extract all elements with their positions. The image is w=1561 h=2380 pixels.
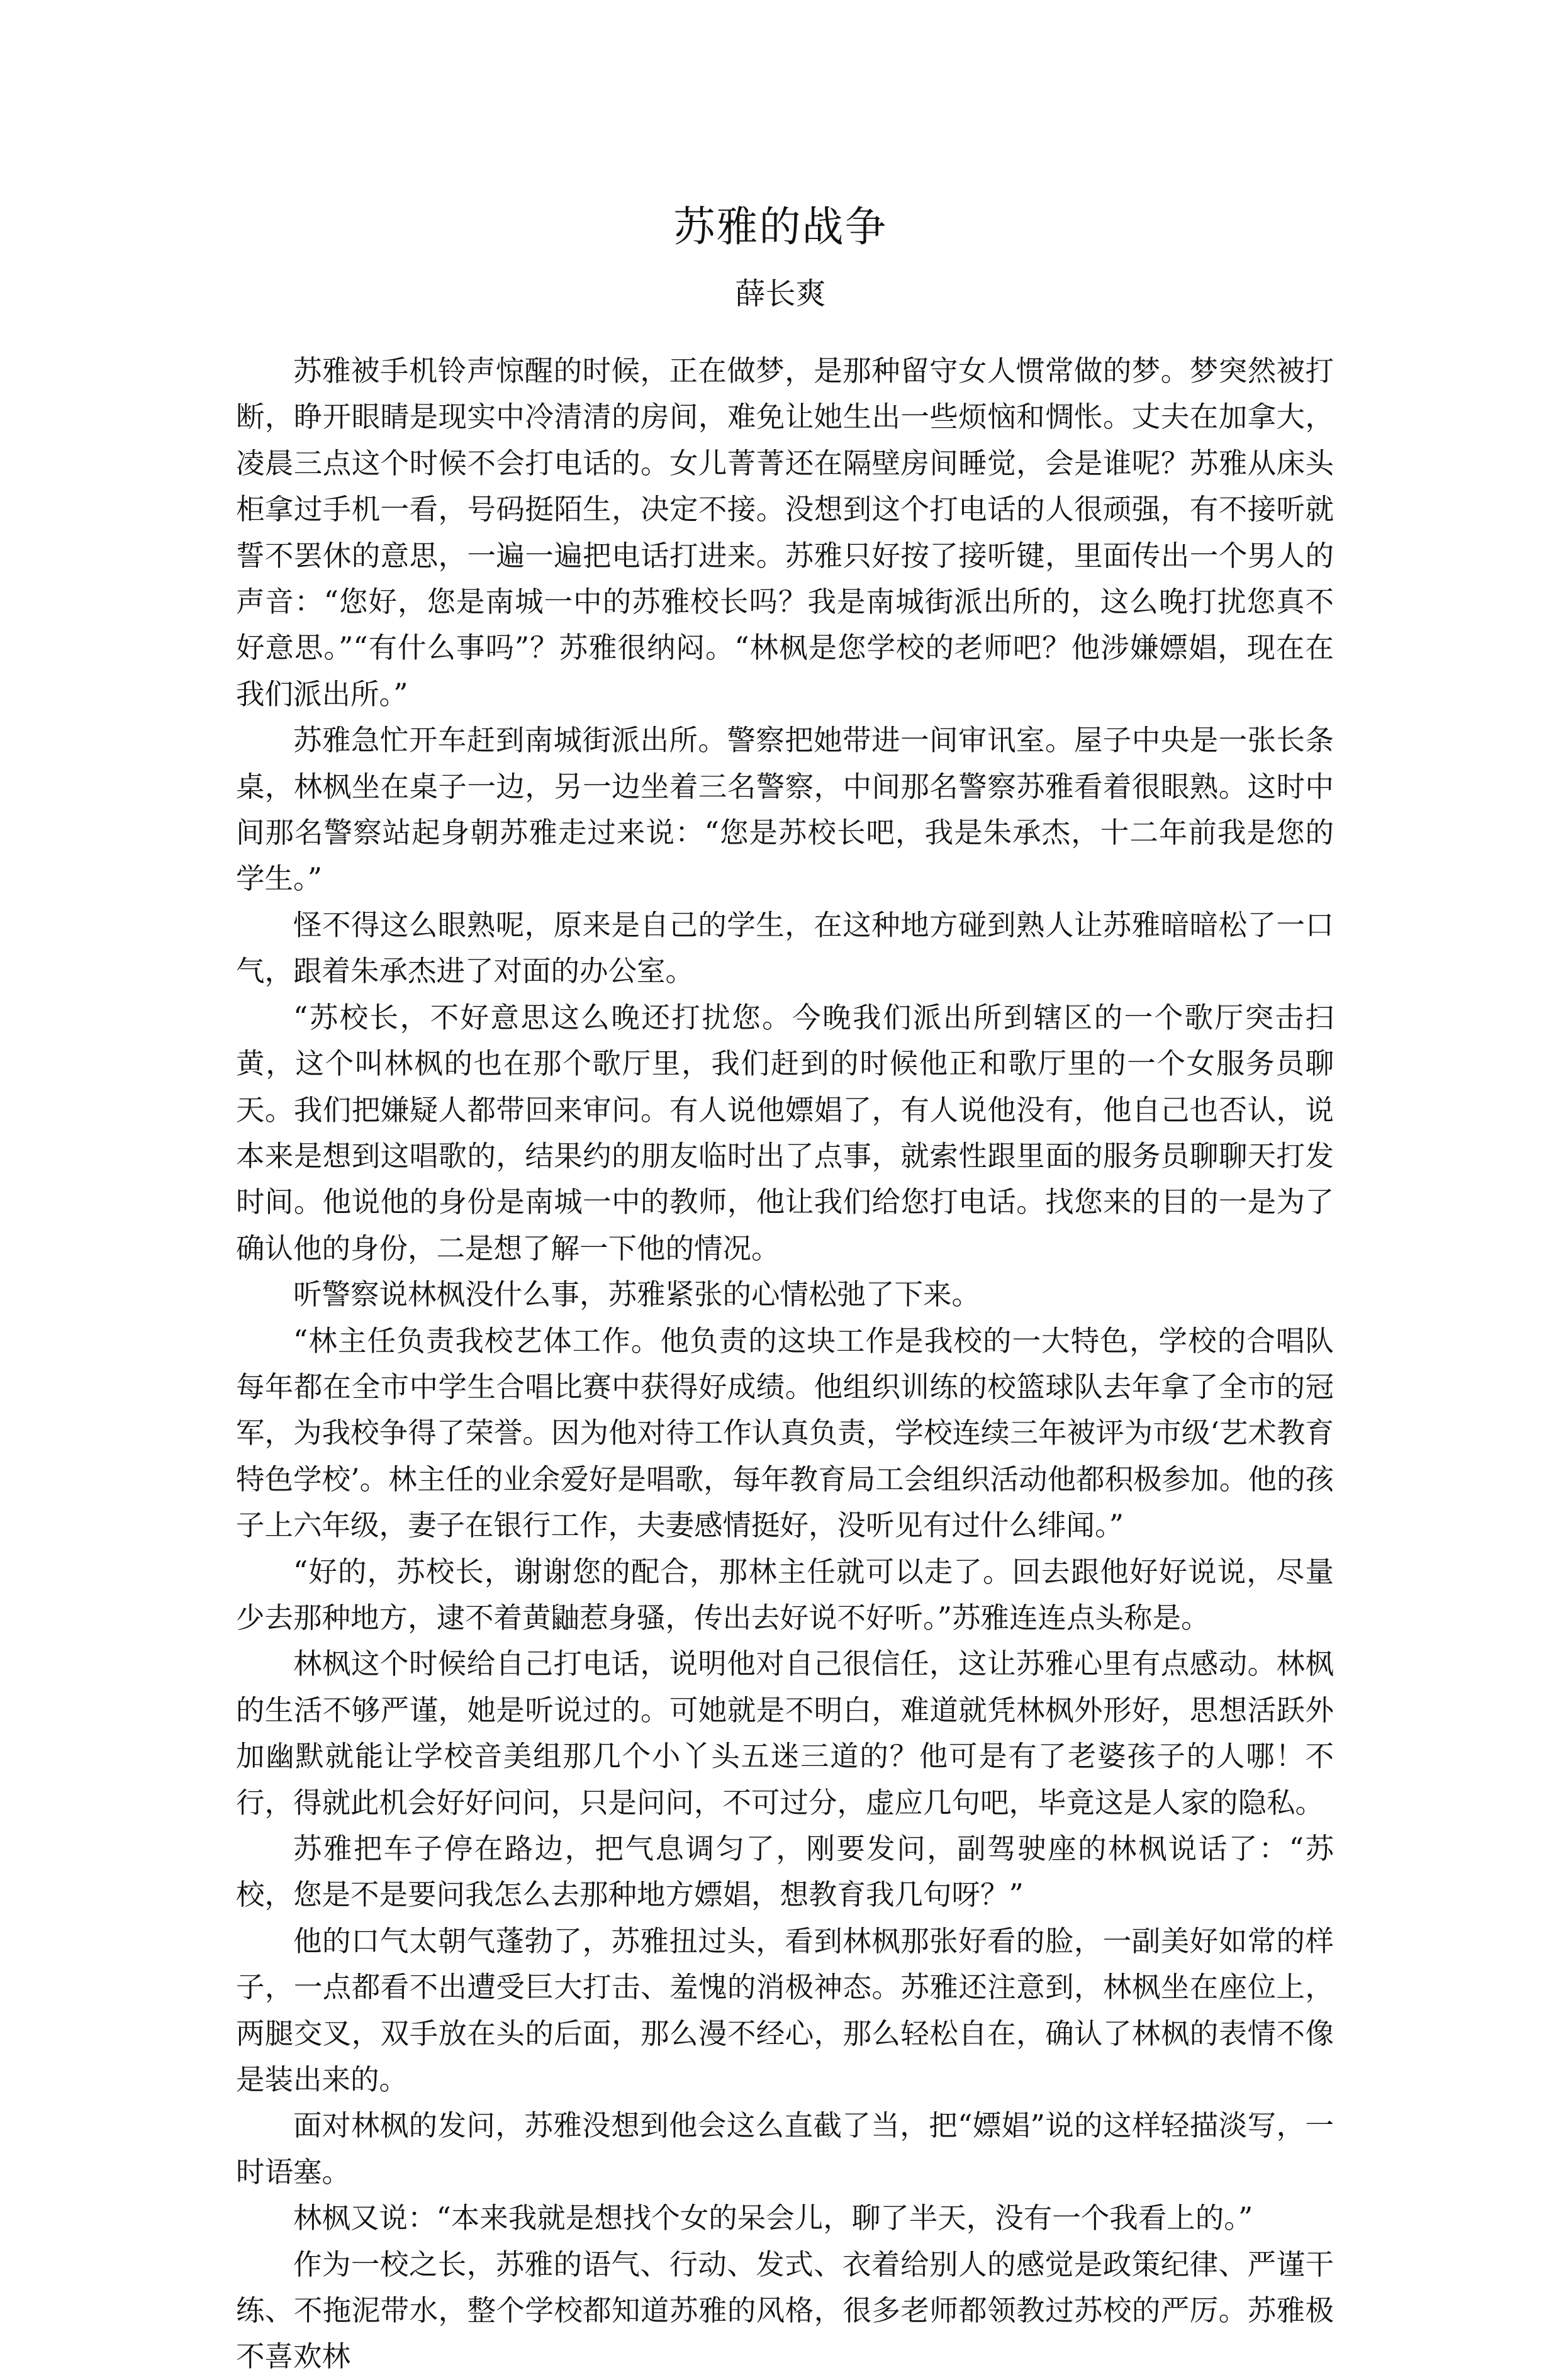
paragraph: “好的，苏校长，谢谢您的配合，那林主任就可以走了。回去跟他好好说说，尽量少去那种地方，逮不着黄鼬惹身骚，传出去好说不好听。”苏雅连连点头称是。 xyxy=(236,1555,1334,1634)
document-body xyxy=(236,348,1334,2380)
paragraph: 他的口气太朝气蓬勃了，苏雅扭过头，看到林枫那张好看的脸，一副美好如常的样子，一点都看不出遭受巨大打击、羞愧的消极神态。苏雅还注意到，林枫坐在座位上，两腿交叉，双手放在头的后面，那么漫不经心，那么轻松自在，确认了林枫的表情不像是装出来的。 xyxy=(236,1924,1334,2097)
paragraph: 作为一校之长，苏雅的语气、行动、发式、衣着给别人的感觉是政策纪律、严谨干练、不拖泥带水，整个学校都知道苏雅的风格，很多老师都领教过苏校的严厉。苏雅极不喜欢林 xyxy=(236,2247,1334,2374)
paragraph: 林枫这个时候给自己打电话，说明他对自己很信任，这让苏雅心里有点感动。林枫的生活不够严谨，她是听说过的。可她就是不明白，难道就凭林枫外形好，思想活跃外加幽默就能让学校音美组那几个小丫头五迷三道的？他可是有了老婆孩子的人哪！不行，得就此机会好好问问，只是问问，不可过分，虚应几句吧，毕竟这是人家的隐私。 xyxy=(236,1647,1334,1819)
paragraph: 苏雅被手机铃声惊醒的时候，正在做梦，是那种留守女人惯常做的梦。梦突然被打断，睁开眼睛是现实中冷清清的房间，难免让她生出一些烦恼和惆怅。丈夫在加拿大，凌晨三点这个时候不会打电话的。女儿菁菁还在隔壁房间睡觉，会是谁呢？苏雅从床头柜拿过手机一看，号码挺陌生，决定不接。没想到这个打电话的人很顽强，有不接听就誓不罢休的意思，一遍一遍把电话打进来。苏雅只好按了接听键，里面传出一个男人的声音：“您好，您是南城一中的苏雅校长吗？我是南城街派出所的，这么晚打扰您真不好意思。”“有什么事吗”？苏雅很纳闷。“林枫是您学校的老师吧？他涉嫌嫖娼，现在在我们派出所。” xyxy=(236,354,1334,711)
paragraph: 林枫又说：“本来我就是想找个女的呆会儿，聊了半天，没有一个我看上的。” xyxy=(293,2201,1253,2235)
paragraph: 苏雅把车子停在路边，把气息调匀了，刚要发问，副驾驶座的林枫说话了：“苏校，您是不是要问我怎么去那种地方嫖娼，想教育我几句呀？” xyxy=(236,1832,1334,1912)
document-author: 薛长爽 xyxy=(735,276,826,311)
paragraph: 苏雅急忙开车赶到南城街派出所。警察把她带进一间审讯室。屋子中央是一张长条桌，林枫坐在桌子一边，另一边坐着三名警察，中间那名警察苏雅看着很眼熟。这时中间那名警察站起身朝苏雅走过来说：“您是苏校长吧，我是朱承杰，十二年前我是您的学生。” xyxy=(236,723,1334,896)
paragraph: 面对林枫的发问，苏雅没想到他会这么直截了当，把“嫖娼”说的这样轻描淡写，一时语塞。 xyxy=(236,2109,1334,2189)
paragraph: “林主任负责我校艺体工作。他负责的这块工作是我校的一大特色，学校的合唱队每年都在全市中学生合唱比赛中获得好成绩。他组织训练的校篮球队去年拿了全市的冠军，为我校争得了荣誉。因为他对待工作认真负责，学校连续三年被评为市级‘艺术教育特色学校’。林主任的业余爱好是唱歌，每年教育局工会组织活动他都积极参加。他的孩子上六年级，妻子在银行工作，夫妻感情挺好，没听见有过什么绯闻。” xyxy=(236,1324,1334,1543)
document-title: 苏雅的战争 xyxy=(673,203,888,251)
paragraph: 怪不得这么眼熟呢，原来是自己的学生，在这种地方碰到熟人让苏雅暗暗松了一口气，跟着朱承杰进了对面的办公室。 xyxy=(236,908,1334,988)
paragraph: 听警察说林枫没什么事，苏雅紧张的心情松弛了下来。 xyxy=(293,1278,981,1312)
paragraph: “苏校长，不好意思这么晚还打扰您。今晚我们派出所到辖区的一个歌厅突击扫黄，这个叫林枫的也在那个歌厅里，我们赶到的时候他正和歌厅里的一个女服务员聊天。我们把嫌疑人都带回来审问。有人说他嫖娼了，有人说他没有，他自己也否认，说本来是想到这唱歌的，结果约的朋友临时出了点事，就索性跟里面的服务员聊聊天打发时间。他说他的身份是南城一中的教师，他让我们给您打电话。找您来的目的一是为了确认他的身份，二是想了解一下他的情况。 xyxy=(236,1000,1334,1265)
